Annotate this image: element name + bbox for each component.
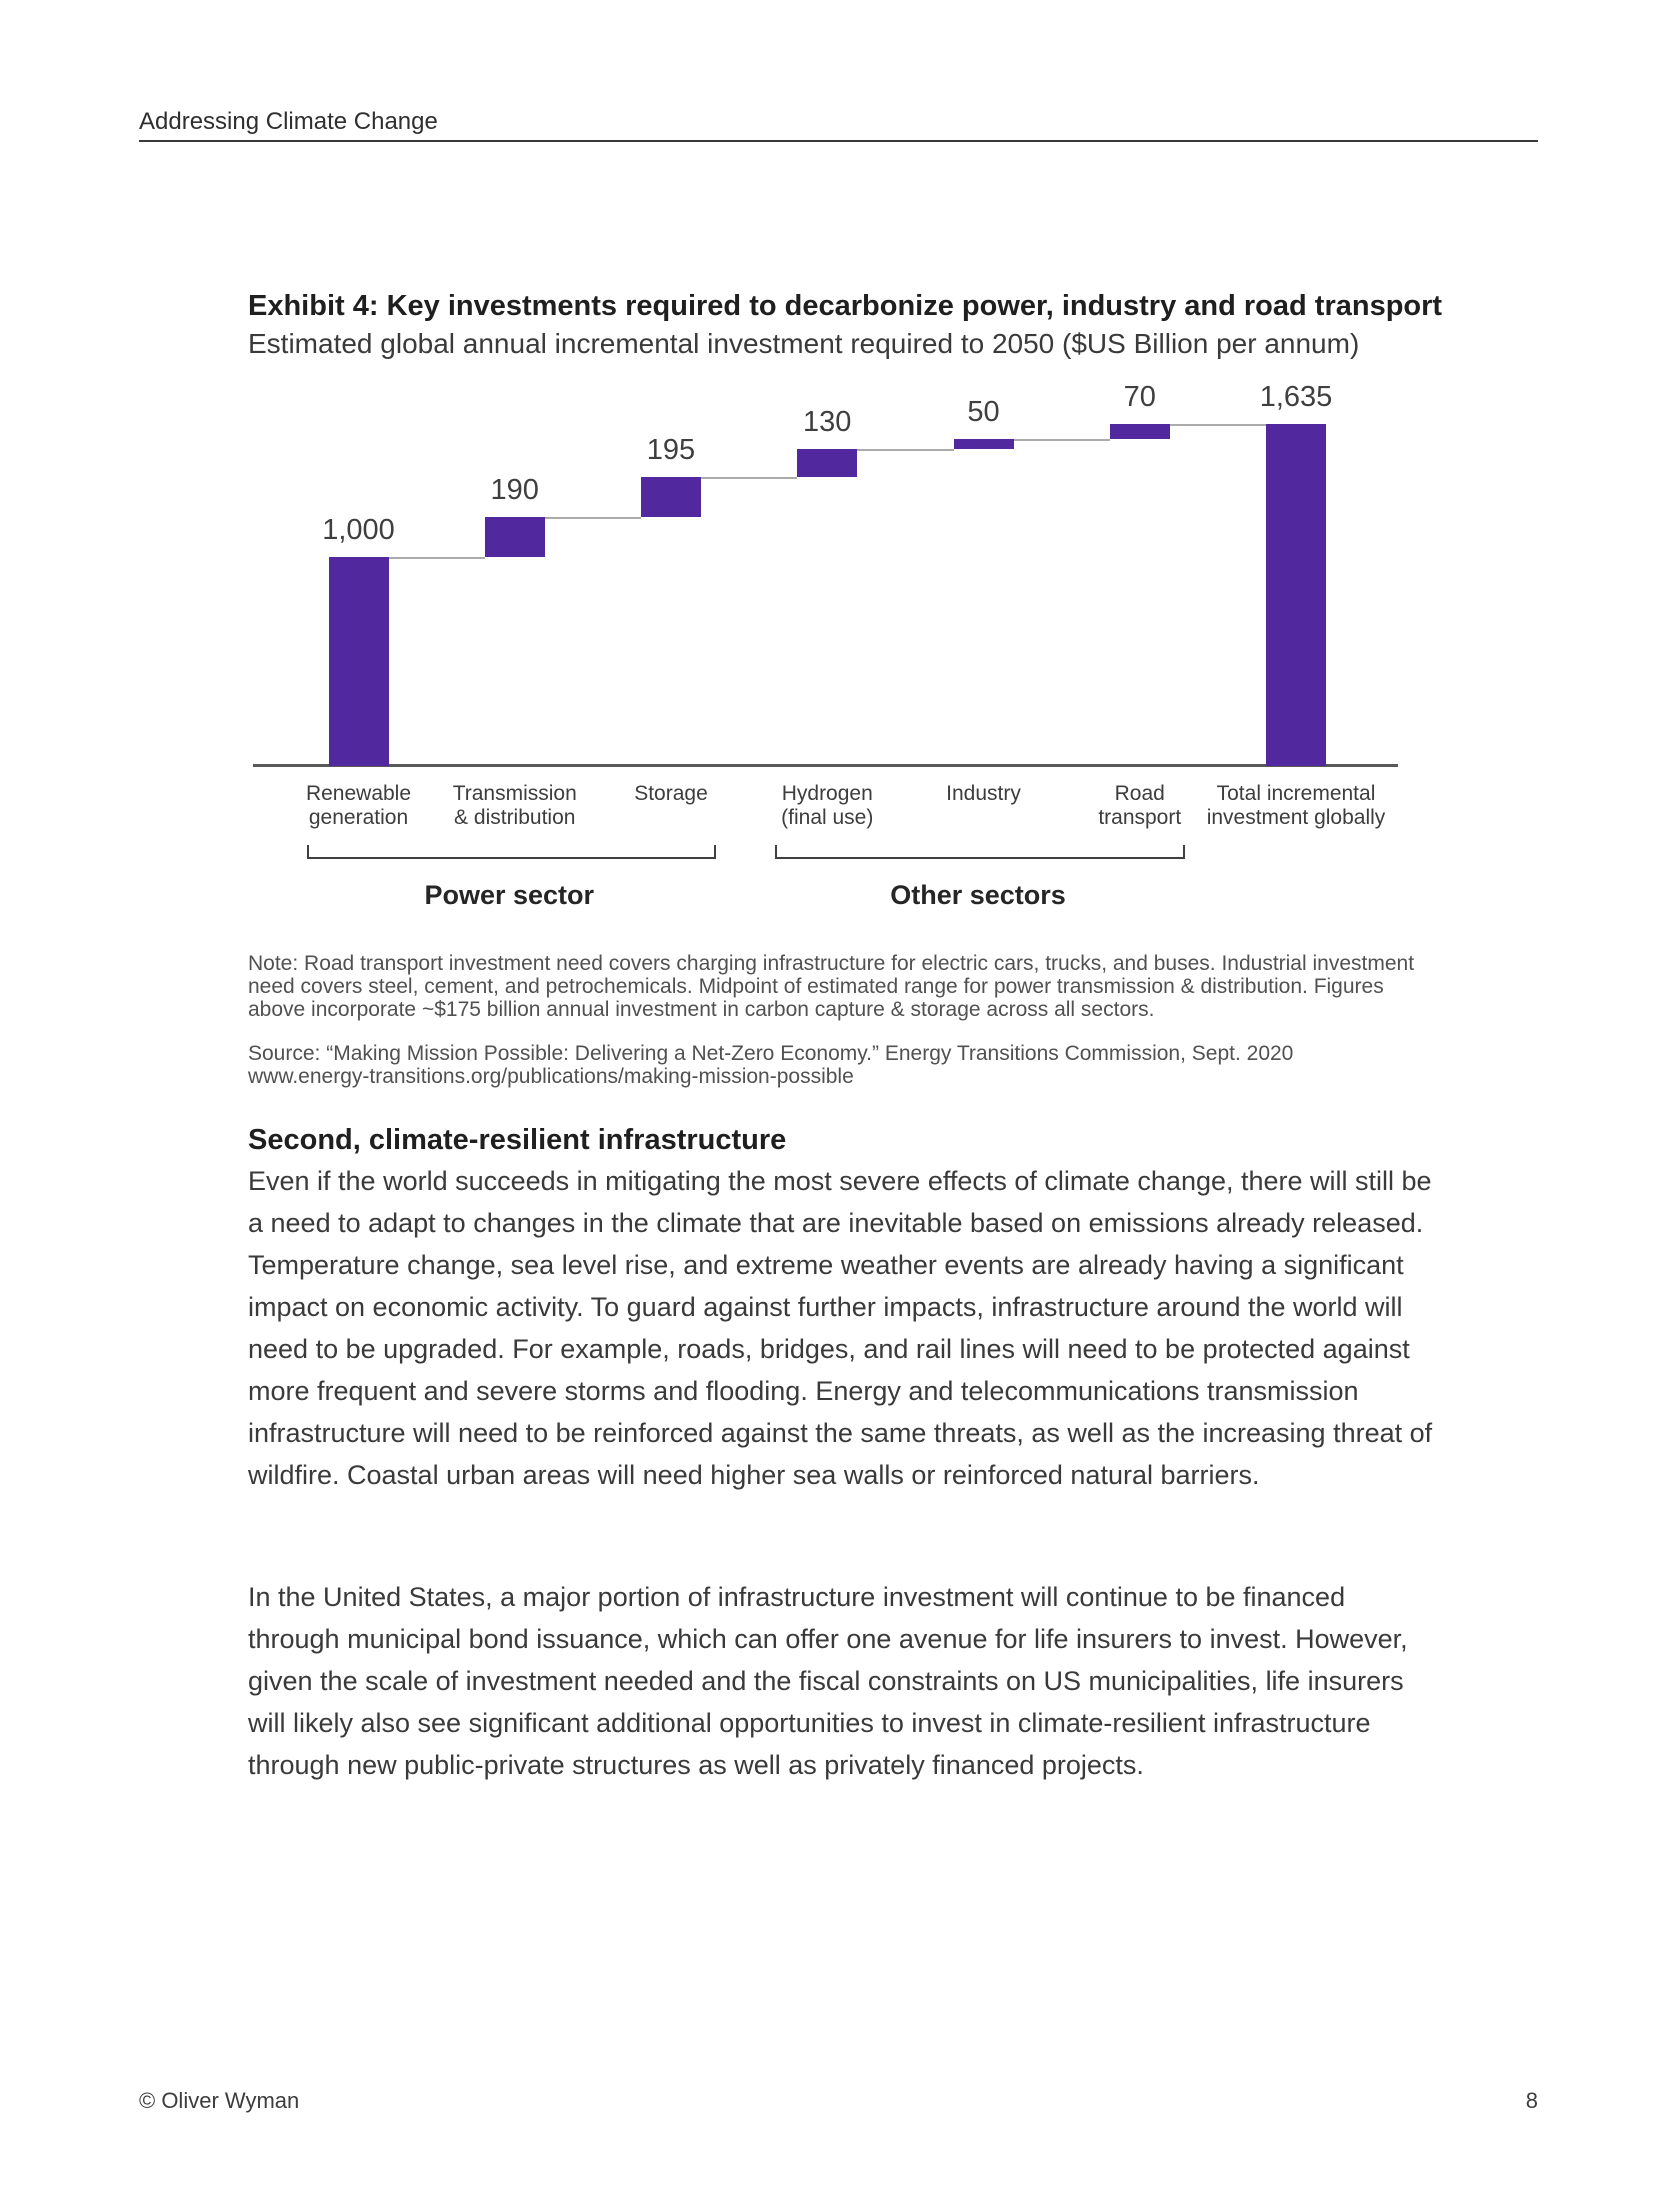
group-bracket-1 [775, 845, 1185, 859]
bar-value-label-3: 130 [803, 406, 852, 439]
connector-line-4 [1014, 439, 1110, 441]
chart-note: Note: Road transport investment need covers charging infrastructure for electric cars, trucks, and buses. Industrial investment need covers steel, cement, and petrochemicals. Midpoint of estimated range for power transmission & distribution. Figures above incorporate ~$175 billion annual investment in carbon capture & storage across all sectors. [248, 952, 1415, 1021]
section-heading: Second, climate-resilient infrastructure [248, 1124, 787, 1156]
category-label-3: Hydrogen (final use) [781, 782, 874, 829]
source-url: www.energy-transitions.org/publications/making-mission-possible [248, 1065, 854, 1088]
running-header: Addressing Climate Change [139, 108, 438, 135]
bar-value-label-0: 1,000 [322, 514, 395, 546]
connector-line-1 [545, 517, 641, 519]
group-bracket-0 [307, 845, 717, 859]
x-axis-line [253, 764, 1398, 767]
footer-copyright: © Oliver Wyman [139, 2088, 300, 2113]
chart-source [248, 1042, 1416, 1088]
exhibit-subtitle: Estimated global annual incremental investment required to 2050 ($US Billion per annum) [248, 328, 1360, 359]
bar-value-label-4: 50 [967, 395, 1000, 428]
body-paragraph: Even if the world succeeds in mitigating the most severe effects of climate change, there will still be a need to adapt to changes in the climate that are inevitable based on emissions already released. Temperature change, sea level rise, and extreme weather events are already having a significant impact on economic activity. To guard against further impacts, infrastructure around the world will need to be upgraded. For example, roads, bridges, and rail lines will need to be protected against more frequent and severe storms and flooding. Energy and telecommunications transmission infrastructure will need to be reinforced against the same threats, as well as the increasing threat of wildfire. Coastal urban areas will need higher sea walls or reinforced natural barriers. [248, 1166, 1433, 1490]
connector-line-5 [1170, 424, 1266, 426]
group-label-1: Other sectors [890, 880, 1066, 910]
footer-page-number: 8 [1525, 2088, 1538, 2113]
connector-line-3 [857, 449, 953, 451]
bar-value-label-1: 190 [490, 474, 539, 507]
bar-value-label-2: 195 [646, 433, 696, 466]
connector-line-2 [701, 477, 797, 479]
category-label-0: Renewable generation [305, 782, 412, 829]
category-label-2: Storage [634, 782, 708, 805]
bar-value-label-6: 1,635 [1259, 381, 1333, 414]
body-paragraph: In the United States, a major portion of infrastructure investment will continue to be financed through municipal bond issuance, which can offer one avenue for life insurers to invest. However, given the scale of investment needed and the fiscal constraints on US municipalities, life insurers will likely also see significant additional opportunities to invest in climate-resilient infrastructure through new public-private structures as well as privately financed projects. [248, 1582, 1408, 1780]
exhibit-title: Exhibit 4: Key investments required to decarbonize power, industry and road transport [248, 290, 1443, 322]
waterfall-bar-4 [954, 439, 1014, 449]
waterfall-bar-0 [329, 557, 389, 766]
category-label-6: Total incremental investment globally [1206, 782, 1386, 829]
source-line: Source: “Making Mission Possible: Delivering a Net-Zero Economy.” Energy Transitions Commission, Sept. 2020 [248, 1042, 1294, 1065]
category-label-5: Road transport [1098, 782, 1182, 829]
header-rule [139, 140, 1538, 142]
waterfall-bar-2 [641, 477, 701, 518]
waterfall-chart [250, 380, 1410, 910]
waterfall-bar-1 [485, 517, 545, 557]
waterfall-bar-6 [1266, 424, 1326, 766]
category-label-4: Industry [946, 782, 1021, 805]
waterfall-bar-5 [1110, 424, 1170, 439]
waterfall-bar-3 [797, 449, 857, 476]
category-label-1: Transmission & distribution [452, 782, 577, 829]
group-label-0: Power sector [424, 880, 595, 910]
connector-line-0 [389, 557, 485, 559]
bar-value-label-5: 70 [1123, 381, 1156, 414]
